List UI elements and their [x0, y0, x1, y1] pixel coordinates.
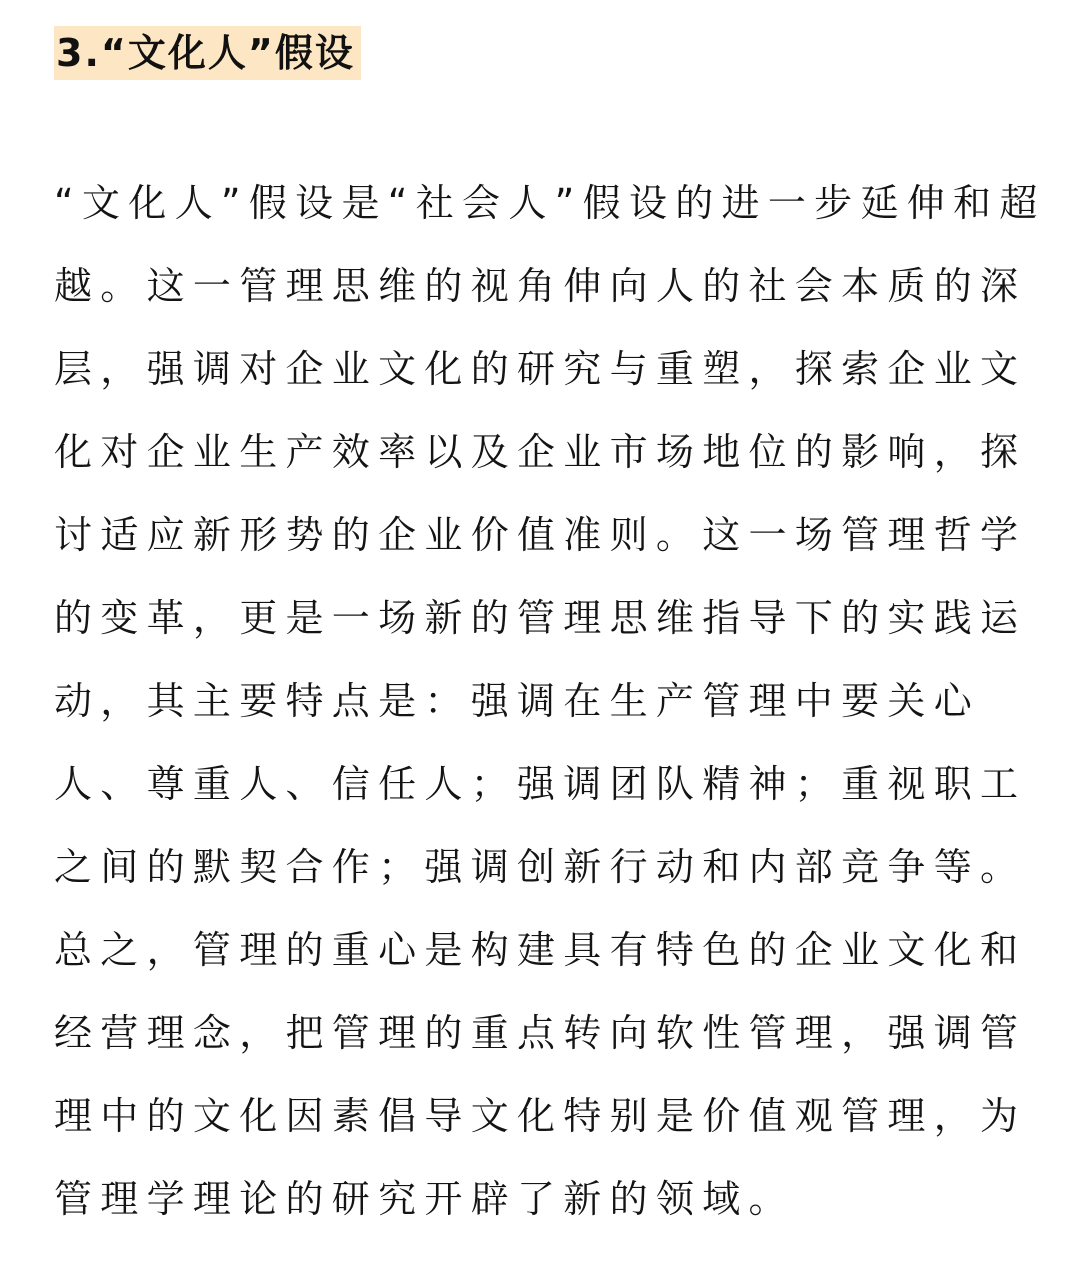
paragraph-line: 层，强调对企业文化的研究与重塑，探索企业文 [54, 347, 1027, 391]
paragraph-line: 讨适应新形势的企业价值准则。这一场管理哲学 [54, 513, 1027, 557]
paragraph-line: 经营理念，把管理的重点转向软性管理，强调管 [54, 1011, 1027, 1055]
body-paragraph [54, 162, 1046, 1241]
paragraph-line: 人、尊重人、信任人；强调团队精神；重视职工 [54, 762, 1027, 806]
paragraph-line: 总之，管理的重心是构建具有特色的企业文化和 [54, 928, 1027, 972]
section-heading-container [54, 26, 361, 80]
paragraph-line: 化对企业生产效率以及企业市场地位的影响，探 [54, 430, 1027, 474]
paragraph-line: 之间的默契合作；强调创新行动和内部竞争等。 [54, 845, 1027, 889]
paragraph-line: 越。这一管理思维的视角伸向人的社会本质的深 [54, 264, 1027, 308]
paragraph-line: 的变革，更是一场新的管理思维指导下的实践运 [54, 596, 1027, 640]
paragraph-line: “文化人”假设是“社会人”假设的进一步延伸和超 [54, 181, 1046, 225]
section-heading: 3.“文化人”假设 [54, 26, 361, 80]
paragraph-line: 管理学理论的研究开辟了新的领域。 [54, 1177, 795, 1221]
paragraph-line: 动，其主要特点是：强调在生产管理中要关心 [54, 679, 981, 723]
paragraph-line: 理中的文化因素倡导文化特别是价值观管理，为 [54, 1094, 1027, 1138]
